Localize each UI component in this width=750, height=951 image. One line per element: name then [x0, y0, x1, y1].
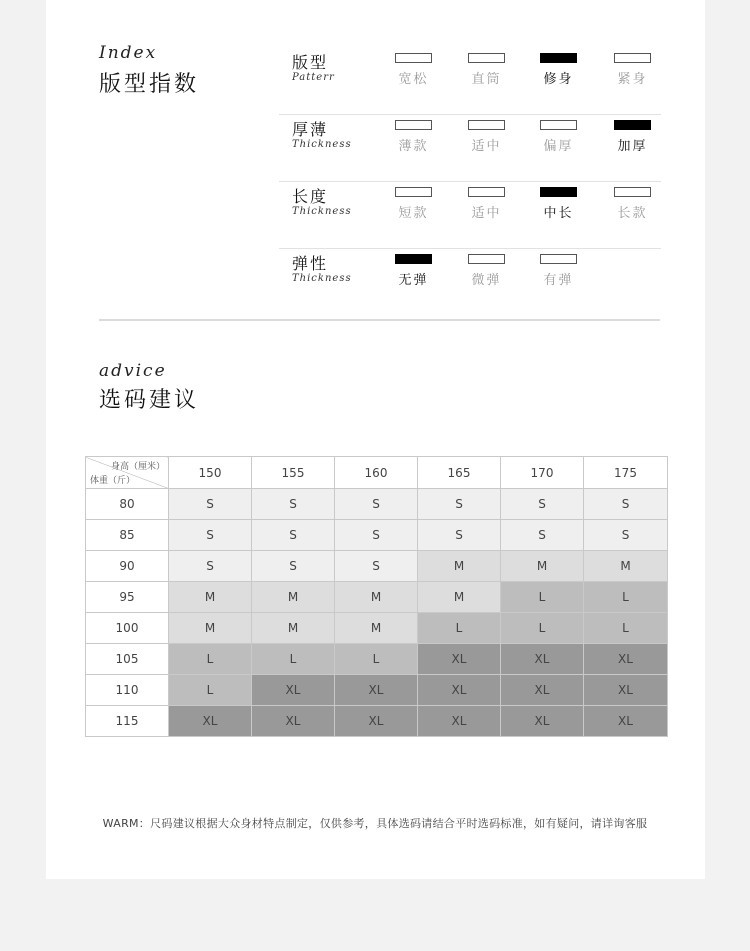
option-bar	[614, 187, 651, 197]
option-label: 中长	[543, 206, 574, 221]
size-cell: S	[169, 551, 252, 582]
advice-title-cn: 选码建议	[99, 388, 200, 413]
table-row	[86, 520, 668, 551]
table-row	[86, 706, 668, 737]
option-bar	[395, 254, 432, 264]
index-row-label: 弹性	[292, 254, 329, 273]
option-bar	[540, 254, 577, 264]
size-cell: L	[584, 613, 668, 644]
size-cell: XL	[418, 675, 501, 706]
option-bar	[395, 120, 432, 130]
size-chart-table	[85, 456, 668, 737]
size-cell: M	[252, 613, 335, 644]
height-header-cell: 170	[501, 457, 584, 489]
index-option-selected	[540, 187, 577, 221]
size-cell: L	[418, 613, 501, 644]
height-header-cell: 155	[252, 457, 335, 489]
index-option	[395, 53, 432, 87]
index-row-label: 厚薄	[292, 120, 329, 139]
option-label: 修身	[543, 72, 574, 87]
index-option	[468, 254, 505, 288]
section-divider	[99, 319, 660, 321]
size-cell: S	[252, 551, 335, 582]
index-option-selected	[614, 120, 651, 154]
size-cell: S	[584, 520, 668, 551]
size-cell: S	[335, 551, 418, 582]
index-option	[468, 120, 505, 154]
size-cell: XL	[584, 644, 668, 675]
index-title-en: Index	[99, 43, 158, 63]
size-cell: L	[252, 644, 335, 675]
index-row	[279, 248, 661, 315]
weight-cell: 110	[86, 675, 169, 706]
size-cell: M	[418, 582, 501, 613]
size-cell: S	[169, 489, 252, 520]
size-cell: XL	[584, 675, 668, 706]
weight-cell: 105	[86, 644, 169, 675]
option-label: 有弹	[543, 273, 574, 288]
index-option	[540, 254, 577, 288]
size-cell: M	[169, 582, 252, 613]
size-cell: M	[335, 582, 418, 613]
table-corner-cell	[86, 457, 169, 489]
index-row	[279, 181, 661, 249]
size-cell: XL	[418, 644, 501, 675]
option-label: 宽松	[398, 72, 429, 87]
index-row-sublabel: Patterr	[292, 72, 335, 83]
index-row	[279, 114, 661, 182]
option-bar	[468, 187, 505, 197]
table-row	[86, 489, 668, 520]
weight-axis-label: 体重（斤）	[90, 476, 136, 486]
table-row	[86, 644, 668, 675]
size-cell: M	[501, 551, 584, 582]
height-header-cell: 160	[335, 457, 418, 489]
size-cell: M	[584, 551, 668, 582]
size-cell: XL	[169, 706, 252, 737]
option-bar	[468, 254, 505, 264]
table-header-row	[86, 457, 668, 489]
size-cell: S	[335, 489, 418, 520]
size-cell: XL	[418, 706, 501, 737]
table-row	[86, 551, 668, 582]
size-cell: S	[252, 489, 335, 520]
size-cell: S	[501, 520, 584, 551]
option-bar	[540, 187, 577, 197]
size-cell: M	[252, 582, 335, 613]
index-option	[614, 187, 651, 221]
weight-cell: 95	[86, 582, 169, 613]
size-cell: S	[501, 489, 584, 520]
index-title-cn: 版型指数	[99, 72, 200, 97]
height-header-cell: 175	[584, 457, 668, 489]
index-row	[279, 47, 661, 115]
option-bar	[614, 53, 651, 63]
size-cell: L	[335, 644, 418, 675]
option-label: 无弹	[398, 273, 429, 288]
size-cell: S	[418, 520, 501, 551]
index-row-sublabel: Thickness	[292, 273, 352, 284]
size-cell: S	[584, 489, 668, 520]
weight-cell: 80	[86, 489, 169, 520]
option-label: 薄款	[398, 139, 429, 154]
option-bar	[614, 120, 651, 130]
option-label: 紧身	[617, 72, 648, 87]
height-header-cell: 150	[169, 457, 252, 489]
size-cell: L	[169, 644, 252, 675]
index-option	[395, 187, 432, 221]
size-cell: L	[584, 582, 668, 613]
option-label: 微弹	[471, 273, 502, 288]
size-cell: L	[501, 613, 584, 644]
table-row	[86, 582, 668, 613]
option-bar	[395, 53, 432, 63]
index-option-selected	[540, 53, 577, 87]
size-cell: XL	[335, 706, 418, 737]
index-row-label: 版型	[292, 53, 329, 72]
index-option	[468, 187, 505, 221]
size-cell: S	[169, 520, 252, 551]
weight-cell: 90	[86, 551, 169, 582]
option-label: 短款	[398, 206, 429, 221]
size-cell: M	[335, 613, 418, 644]
size-cell: S	[252, 520, 335, 551]
index-option-selected	[395, 254, 432, 288]
weight-cell: 85	[86, 520, 169, 551]
weight-cell: 100	[86, 613, 169, 644]
index-option	[395, 120, 432, 154]
size-cell: L	[501, 582, 584, 613]
option-bar	[540, 120, 577, 130]
index-row-label: 长度	[292, 187, 329, 206]
index-row-sublabel: Thickness	[292, 139, 352, 150]
option-bar	[395, 187, 432, 197]
option-label: 适中	[471, 139, 502, 154]
option-bar	[468, 120, 505, 130]
warm-note: WARM：尺码建议根据大众身材特点制定，仅供参考，具体选码请结合平时选码标准，如有疑问，请详询客服	[102, 817, 648, 830]
size-cell: XL	[252, 706, 335, 737]
table-row	[86, 675, 668, 706]
option-label: 适中	[471, 206, 502, 221]
size-cell: XL	[335, 675, 418, 706]
index-option	[468, 53, 505, 87]
size-cell: S	[335, 520, 418, 551]
option-bar	[468, 53, 505, 63]
option-label: 直筒	[471, 72, 502, 87]
size-cell: XL	[501, 675, 584, 706]
option-label: 加厚	[617, 139, 648, 154]
size-cell: XL	[501, 644, 584, 675]
size-cell: S	[418, 489, 501, 520]
size-cell: XL	[584, 706, 668, 737]
index-option	[540, 120, 577, 154]
size-cell: XL	[501, 706, 584, 737]
height-header-cell: 165	[418, 457, 501, 489]
option-label: 偏厚	[543, 139, 574, 154]
size-cell: M	[418, 551, 501, 582]
height-axis-label: 身高（厘米）	[110, 462, 165, 472]
index-row-sublabel: Thickness	[292, 206, 352, 217]
size-cell: XL	[252, 675, 335, 706]
size-cell: L	[169, 675, 252, 706]
table-row	[86, 613, 668, 644]
advice-title-en: advice	[99, 361, 167, 381]
size-cell: M	[169, 613, 252, 644]
option-bar	[540, 53, 577, 63]
option-label: 长款	[617, 206, 648, 221]
weight-cell: 115	[86, 706, 169, 737]
index-option	[614, 53, 651, 87]
